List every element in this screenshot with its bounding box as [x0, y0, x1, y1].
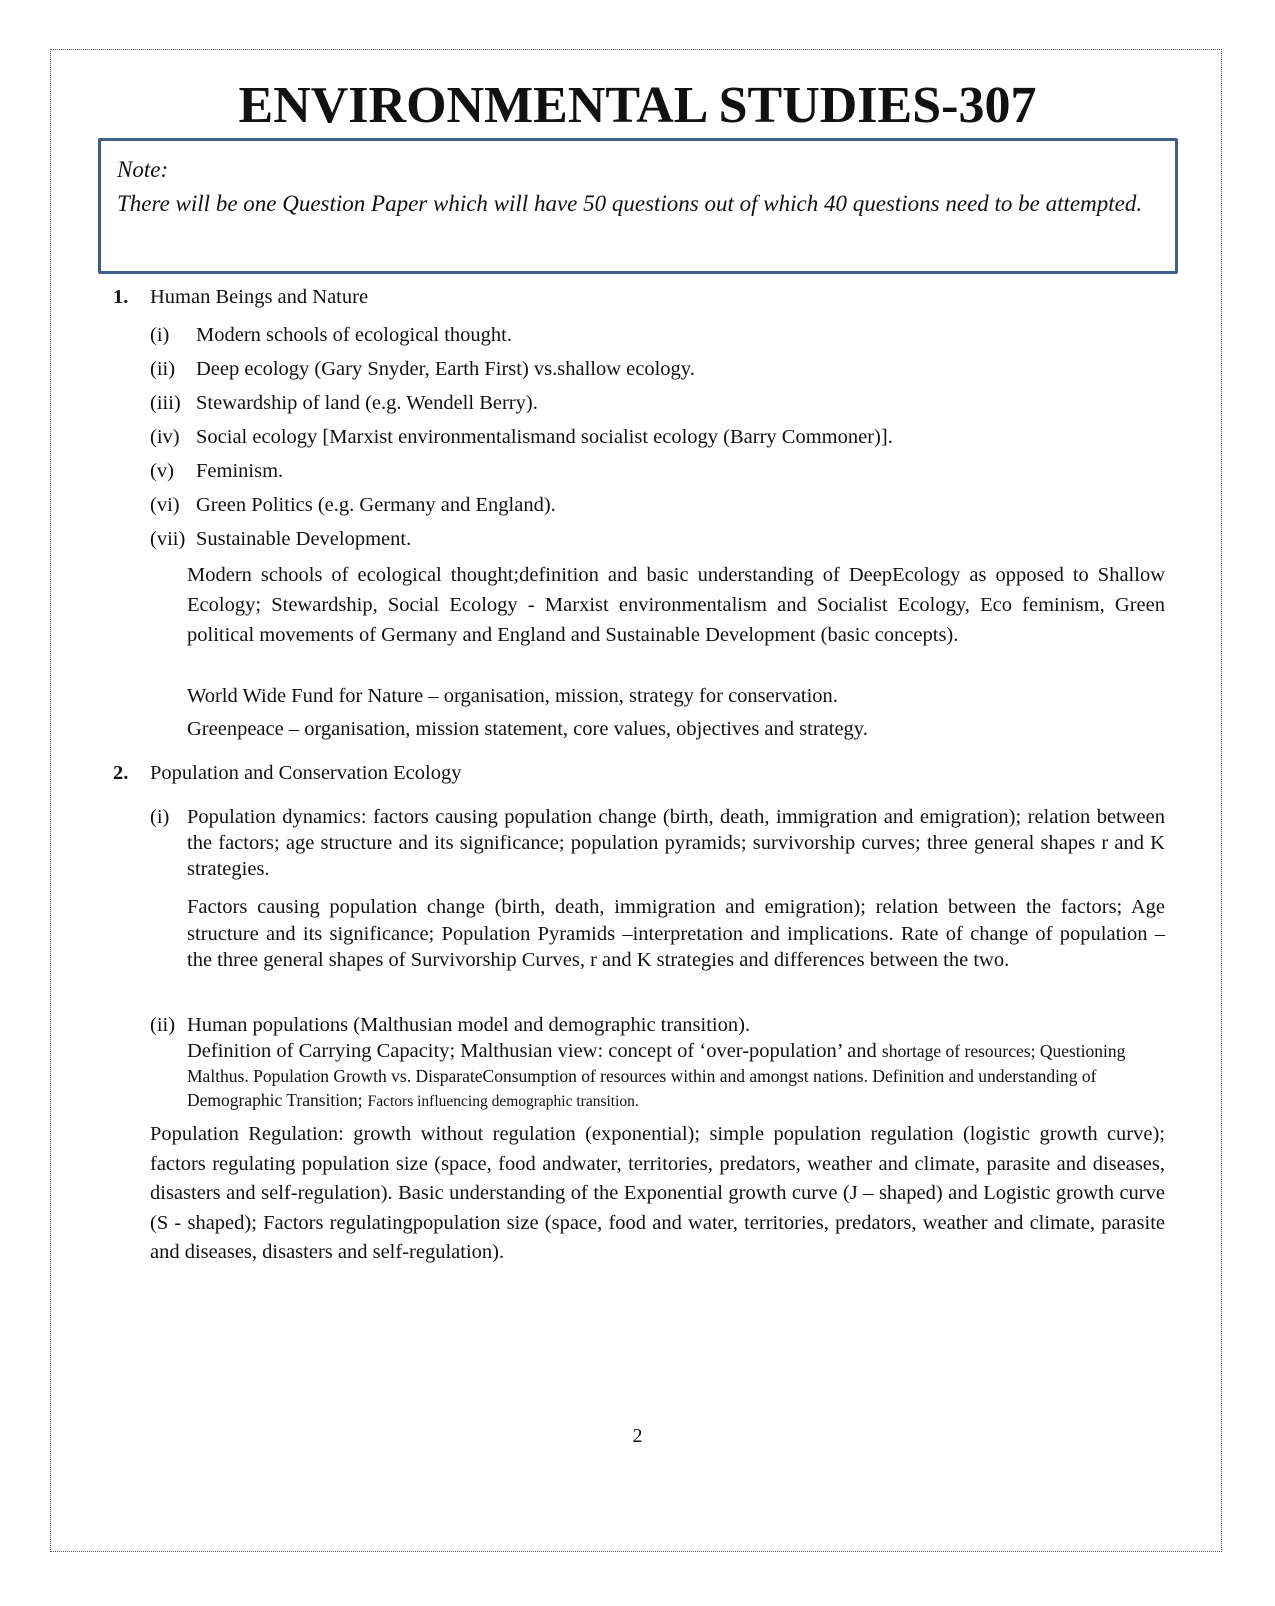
list-item-number: (v)	[150, 460, 174, 482]
population-dynamics-description: Factors causing population change (birth, death, immigration and emigration); relation between the factors; Age structure and its significance; Population Pyramids –interpretation and implications. Rate of change of population – the three general shapes of Survivorship Curves, r and K strategies and differences between the two.	[187, 896, 1165, 971]
section-1-number: 1.	[113, 286, 129, 308]
list-item-number: (iii)	[150, 392, 181, 414]
list-item	[150, 390, 538, 416]
list-item	[150, 492, 556, 518]
list-item	[150, 356, 695, 382]
list-item-number: (i)	[150, 324, 170, 346]
list-item-text: Green Politics (e.g. Germany and England).	[196, 494, 556, 516]
section-1-title: Human Beings and Nature	[150, 286, 369, 308]
note-box	[98, 138, 1178, 274]
list-item-number: (vi)	[150, 494, 180, 516]
note-text: There will be one Question Paper which will have 50 questions out of which 40 questions need to be attempted.	[117, 191, 1143, 216]
list-item-text: Feminism.	[196, 460, 284, 482]
list-item-text: Social ecology [Marxist environmentalismand socialist ecology (Barry Commoner)].	[196, 426, 893, 448]
list-item-text: Deep ecology (Gary Snyder, Earth First) vs.shallow ecology.	[196, 358, 695, 380]
list-item	[150, 322, 512, 348]
list-item	[150, 424, 893, 450]
page-border	[50, 49, 1222, 1552]
note-label: Note:	[117, 157, 169, 182]
page-number: 2	[632, 1425, 643, 1447]
human-populations-description: Definition of Carrying Capacity; Malthusian view: concept of ‘over-population’ and shortage of resources; Questioning Malthus. Population Growth vs. DisparateConsumption of resources within and amongst nations. Definition and understanding of Demographic Transition; Factors influencing demographic transition.	[187, 1040, 1126, 1110]
list-item-number: (iv)	[150, 426, 180, 448]
wwf-description: World Wide Fund for Nature – organisation, mission, strategy for conservation.	[187, 685, 838, 707]
section-1-description: Modern schools of ecological thought;definition and basic understanding of DeepEcology as opposed to Shallow Ecology; Stewardship, Social Ecology - Marxist environmentalism and Socialist Ecology, Eco feminism, Green political movements of Germany and England and Sustainable Development (basic concepts).	[187, 564, 1165, 646]
population-regulation-description: Population Regulation: growth without regulation (exponential); simple population regulation (logistic growth curve); factors regulating population size (space, food andwater, territories, predators, weather and climate, parasite and diseases, disasters and self-regulation). Basic understanding of the Exponential growth curve (J – shaped) and Logistic growth curve (S - shaped); Factors regulatingpopulation size (space, food and water, territories, predators, weather and climate, parasite and diseases, disasters and self-regulation).	[150, 1123, 1165, 1263]
greenpeace-description: Greenpeace – organisation, mission statement, core values, objectives and strategy.	[187, 718, 868, 740]
list-item-number: (ii)	[150, 1014, 176, 1036]
list-item-text: Stewardship of land (e.g. Wendell Berry).	[196, 392, 538, 414]
population-dynamics-text: Population dynamics: factors causing population change (birth, death, immigration and emigration); relation between the factors; age structure and its significance; population pyramids; survivorship curves; three general shapes r and K strategies.	[187, 806, 1165, 880]
list-item-number: (i)	[150, 806, 170, 828]
list-item-number: (vii)	[150, 528, 186, 550]
list-item	[150, 526, 411, 552]
section-2-title: Population and Conservation Ecology	[150, 762, 462, 784]
list-item-number: (ii)	[150, 358, 176, 380]
list-item-text: Modern schools of ecological thought.	[196, 324, 512, 346]
list-item	[150, 458, 283, 484]
list-item-text: Sustainable Development.	[196, 528, 412, 550]
section-2-number: 2.	[113, 762, 129, 784]
human-populations-text: Human populations (Malthusian model and demographic transition).	[187, 1014, 751, 1036]
page-title: ENVIRONMENTAL STUDIES-307	[238, 77, 1037, 134]
